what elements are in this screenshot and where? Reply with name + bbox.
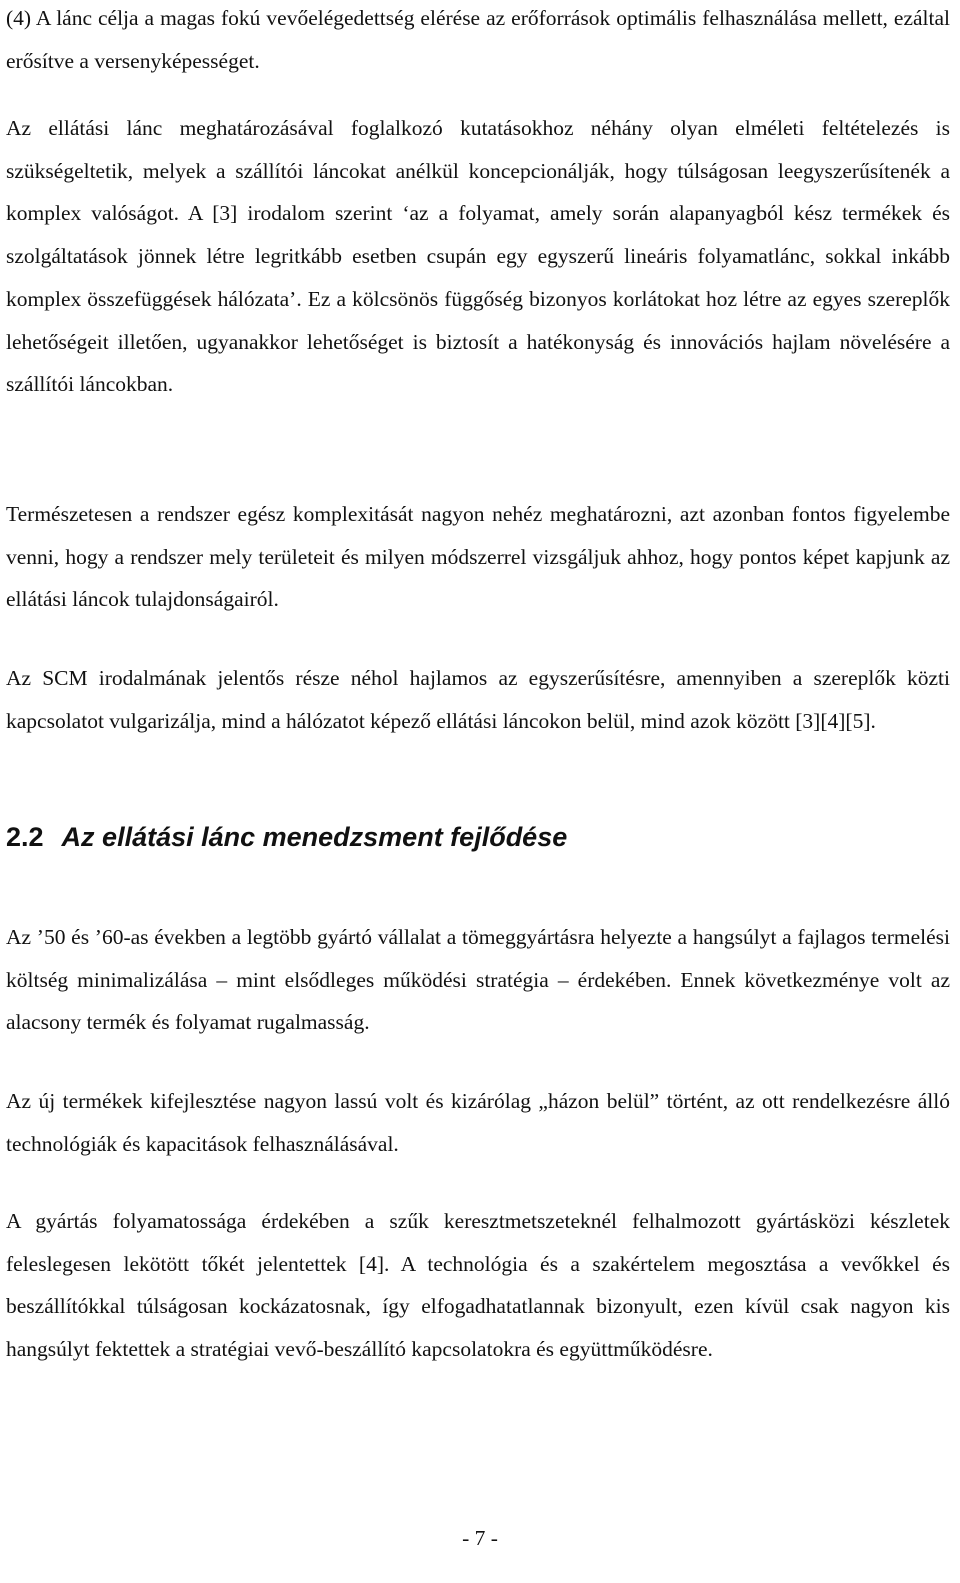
section-number: 2.2 (6, 822, 44, 852)
paragraph-product-development: Az új termékek kifejlesztése nagyon lassú volt és kizárólag „házon belül” történt, az ott rendelkezésre álló technológiák és kapacitások felhasználásával. (6, 1089, 950, 1156)
section-heading (6, 816, 950, 859)
paragraph-goal: (4) A lánc célja a magas fokú vevőelégedettség elérése az erőforrások optimális felhasználása mellett, ezáltal erősítve a versenyképességet. (6, 6, 950, 73)
paragraph-complexity: Természetesen a rendszer egész komplexitását nagyon nehéz meghatározni, azt azonban fontos figyelembe venni, hogy a rendszer mely területeit és milyen módszerrel vizsgáljuk ahhoz, hogy pontos képet kapjunk az ellátási láncok tulajdonságairól. (6, 502, 950, 612)
section-title: Az ellátási lánc menedzsment fejlődése (61, 822, 568, 852)
paragraph-scm-literature: Az SCM irodalmának jelentős része néhol hajlamos az egyszerűsítésre, amennyiben a szereplők közti kapcsolatot vulgarizálja, mind a hálózatot képező ellátási láncokon belül, mind azok között [3][4][5]. (6, 666, 950, 733)
paragraph-mass-production: Az ’50 és ’60-as években a legtöbb gyártó vállalat a tömeggyártásra helyezte a hangsúlyt a fajlagos termelési költség minimalizálása – mint elsődleges működési stratégia – érdekében. Ennek következménye volt az alacsony termék és folyamat rugalmasság. (6, 925, 950, 1035)
page-number: - 7 - (462, 1526, 498, 1550)
paragraph-supply-chain-definition: Az ellátási lánc meghatározásával foglalkozó kutatásokhoz néhány olyan elméleti feltételezés is szükségeltetik, melyek a szállítói láncokat anélkül koncepcionálják, hogy túlságosan leegyszerűsítenék a komplex valóságot. A [3] irodalom szerint ‘az a folyamat, amely során alapanyagból kész termékek és szolgáltatások jönnek létre legritkább esetben csupán egy egyszerű lineáris folyamatlánc, sokkal inkább komplex összefüggések hálózata’. Ez a kölcsönös függőség bizonyos korlátokat hoz létre az egyes szereplők lehetőségeit illetően, ugyanakkor lehetőséget is biztosít a hatékonyság és innovációs hajlam növelésére a szállítói láncokban. (6, 116, 950, 397)
paragraph-inventory: A gyártás folyamatossága érdekében a szűk keresztmetszeteknél felhalmozott gyártásközi készletek feleslegesen lekötött tőkét jelentettek [4]. A technológia és a szakértelem megosztása a vevőkkel és beszállítókkal túlságosan kockázatosnak, így elfogadhatatlannak bizonyult, ezen kívül csak nagyon kis hangsúlyt fektettek a stratégiai vevő-beszállító kapcsolatokra és együttműködésre. (6, 1209, 950, 1362)
